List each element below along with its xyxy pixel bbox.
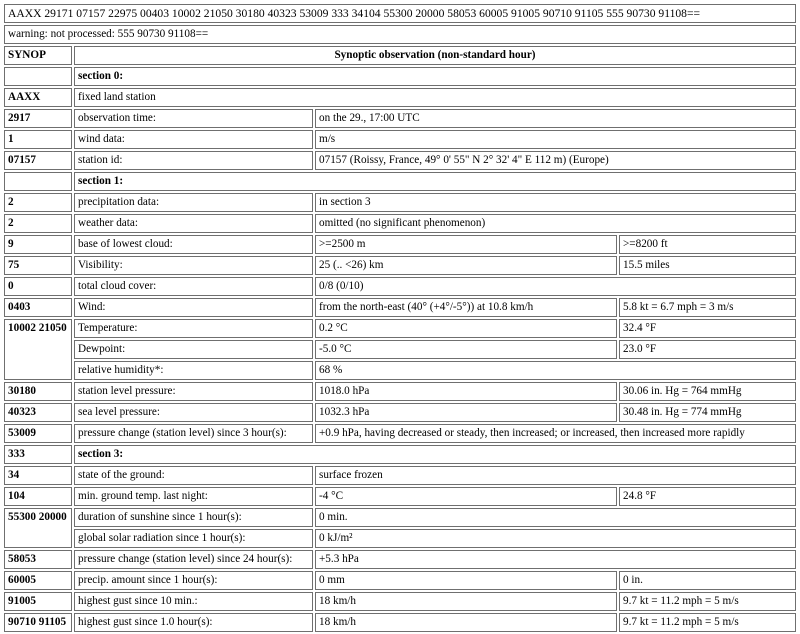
code-cell: 2917 [4, 109, 72, 128]
label-cell: Temperature: [74, 319, 313, 338]
alt-value-cell: 23.0 °F [619, 340, 796, 359]
alt-value-cell: 5.8 kt = 6.7 mph = 3 m/s [619, 298, 796, 317]
section-label: section 0: [74, 67, 796, 86]
table-row [4, 487, 796, 506]
code-cell: 2 [4, 193, 72, 212]
table-row [4, 403, 796, 422]
table-row [4, 424, 796, 443]
code-cell: 1 [4, 130, 72, 149]
label-cell: total cloud cover: [74, 277, 313, 296]
label-cell: relative humidity*: [74, 361, 313, 380]
table-row [4, 214, 796, 233]
value-cell: on the 29., 17:00 UTC [315, 109, 796, 128]
label-cell: Dewpoint: [74, 340, 313, 359]
code-cell: 75 [4, 256, 72, 275]
label-cell: precip. amount since 1 hour(s): [74, 571, 313, 590]
alt-value-cell: 30.48 in. Hg = 774 mmHg [619, 403, 796, 422]
section-row [4, 67, 796, 86]
alt-value-cell: 24.8 °F [619, 487, 796, 506]
label-cell: fixed land station [74, 88, 796, 107]
value-cell: +0.9 hPa, having decreased or steady, then increased; or increased, then increased more rapidly [315, 424, 796, 443]
value-cell: 1032.3 hPa [315, 403, 617, 422]
value-cell: >=2500 m [315, 235, 617, 254]
label-cell: duration of sunshine since 1 hour(s): [74, 508, 313, 527]
table-row [4, 109, 796, 128]
alt-value-cell: >=8200 ft [619, 235, 796, 254]
code-cell: 91005 [4, 592, 72, 611]
section-row [4, 172, 796, 191]
code-cell: AAXX [4, 88, 72, 107]
alt-value-cell: 30.06 in. Hg = 764 mmHg [619, 382, 796, 401]
value-cell: 07157 (Roissy, France, 49° 0' 55" N 2° 32' 4" E 112 m) (Europe) [315, 151, 796, 170]
code-cell: 40323 [4, 403, 72, 422]
alt-value-cell: 9.7 kt = 11.2 mph = 5 m/s [619, 592, 796, 611]
table-row [4, 592, 796, 611]
value-cell: surface frozen [315, 466, 796, 485]
value-cell: 18 km/h [315, 613, 617, 632]
value-cell: omitted (no significant phenomenon) [315, 214, 796, 233]
value-cell: 25 (.. <26) km [315, 256, 617, 275]
code-cell: 55300 20000 [4, 508, 72, 548]
value-cell: from the north-east (40° (+4°/-5°)) at 10.8 km/h [315, 298, 617, 317]
value-cell: in section 3 [315, 193, 796, 212]
table-row [4, 277, 796, 296]
value-cell: 0 kJ/m² [315, 529, 796, 548]
code-cell: 10002 21050 [4, 319, 72, 380]
label-cell: wind data: [74, 130, 313, 149]
table-row [4, 256, 796, 275]
label-cell: base of lowest cloud: [74, 235, 313, 254]
synop-table-body [4, 4, 796, 632]
table-row [4, 508, 796, 527]
value-cell: 0 mm [315, 571, 617, 590]
table-row [4, 235, 796, 254]
label-cell: sea level pressure: [74, 403, 313, 422]
code-cell [4, 172, 72, 191]
table-row [4, 193, 796, 212]
label-cell: Visibility: [74, 256, 313, 275]
value-cell: m/s [315, 130, 796, 149]
table-row [4, 319, 796, 338]
code-cell: 34 [4, 466, 72, 485]
header-row [4, 46, 796, 65]
code-cell: 53009 [4, 424, 72, 443]
label-cell: pressure change (station level) since 3 hour(s): [74, 424, 313, 443]
code-cell: 104 [4, 487, 72, 506]
code-cell: 9 [4, 235, 72, 254]
alt-value-cell: 32.4 °F [619, 319, 796, 338]
label-cell: weather data: [74, 214, 313, 233]
alt-value-cell: 15.5 miles [619, 256, 796, 275]
value-cell: 18 km/h [315, 592, 617, 611]
code-cell: 2 [4, 214, 72, 233]
table-row [4, 613, 796, 632]
code-cell [4, 67, 72, 86]
code-cell: 0 [4, 277, 72, 296]
warning-row [4, 25, 796, 44]
table-row [4, 361, 796, 380]
raw-message-row [4, 4, 796, 23]
code-cell: 07157 [4, 151, 72, 170]
value-cell: 1018.0 hPa [315, 382, 617, 401]
value-cell: 0.2 °C [315, 319, 617, 338]
section-label: section 1: [74, 172, 796, 191]
code-cell: 30180 [4, 382, 72, 401]
section-row [4, 445, 796, 464]
value-cell: 0/8 (0/10) [315, 277, 796, 296]
table-row [4, 298, 796, 317]
alt-value-cell: 0 in. [619, 571, 796, 590]
label-cell: pressure change (station level) since 24 hour(s): [74, 550, 313, 569]
table-row [4, 571, 796, 590]
section-label: section 3: [74, 445, 796, 464]
table-row [4, 466, 796, 485]
code-cell: 60005 [4, 571, 72, 590]
header-code: SYNOP [4, 46, 72, 65]
alt-value-cell: 9.7 kt = 11.2 mph = 5 m/s [619, 613, 796, 632]
raw-message: AAXX 29171 07157 22975 00403 10002 21050 30180 40323 53009 333 34104 55300 20000 58053 60005 91005 90710 91105 555 90730 91108== [4, 4, 796, 23]
table-row [4, 550, 796, 569]
code-cell: 90710 91105 [4, 613, 72, 632]
warning-text: warning: not processed: 555 90730 91108== [4, 25, 796, 44]
label-cell: highest gust since 1.0 hour(s): [74, 613, 313, 632]
synop-report [2, 2, 796, 634]
table-row [4, 88, 796, 107]
label-cell: station id: [74, 151, 313, 170]
value-cell: -4 °C [315, 487, 617, 506]
value-cell: 0 min. [315, 508, 796, 527]
label-cell: station level pressure: [74, 382, 313, 401]
table-row [4, 529, 796, 548]
code-cell: 0403 [4, 298, 72, 317]
table-row [4, 382, 796, 401]
value-cell: 68 % [315, 361, 796, 380]
synop-table [2, 2, 798, 634]
label-cell: precipitation data: [74, 193, 313, 212]
code-cell: 333 [4, 445, 72, 464]
label-cell: observation time: [74, 109, 313, 128]
value-cell: -5.0 °C [315, 340, 617, 359]
label-cell: highest gust since 10 min.: [74, 592, 313, 611]
label-cell: min. ground temp. last night: [74, 487, 313, 506]
value-cell: +5.3 hPa [315, 550, 796, 569]
header-title: Synoptic observation (non-standard hour) [74, 46, 796, 65]
label-cell: state of the ground: [74, 466, 313, 485]
label-cell: global solar radiation since 1 hour(s): [74, 529, 313, 548]
code-cell: 58053 [4, 550, 72, 569]
label-cell: Wind: [74, 298, 313, 317]
table-row [4, 130, 796, 149]
table-row [4, 151, 796, 170]
table-row [4, 340, 796, 359]
